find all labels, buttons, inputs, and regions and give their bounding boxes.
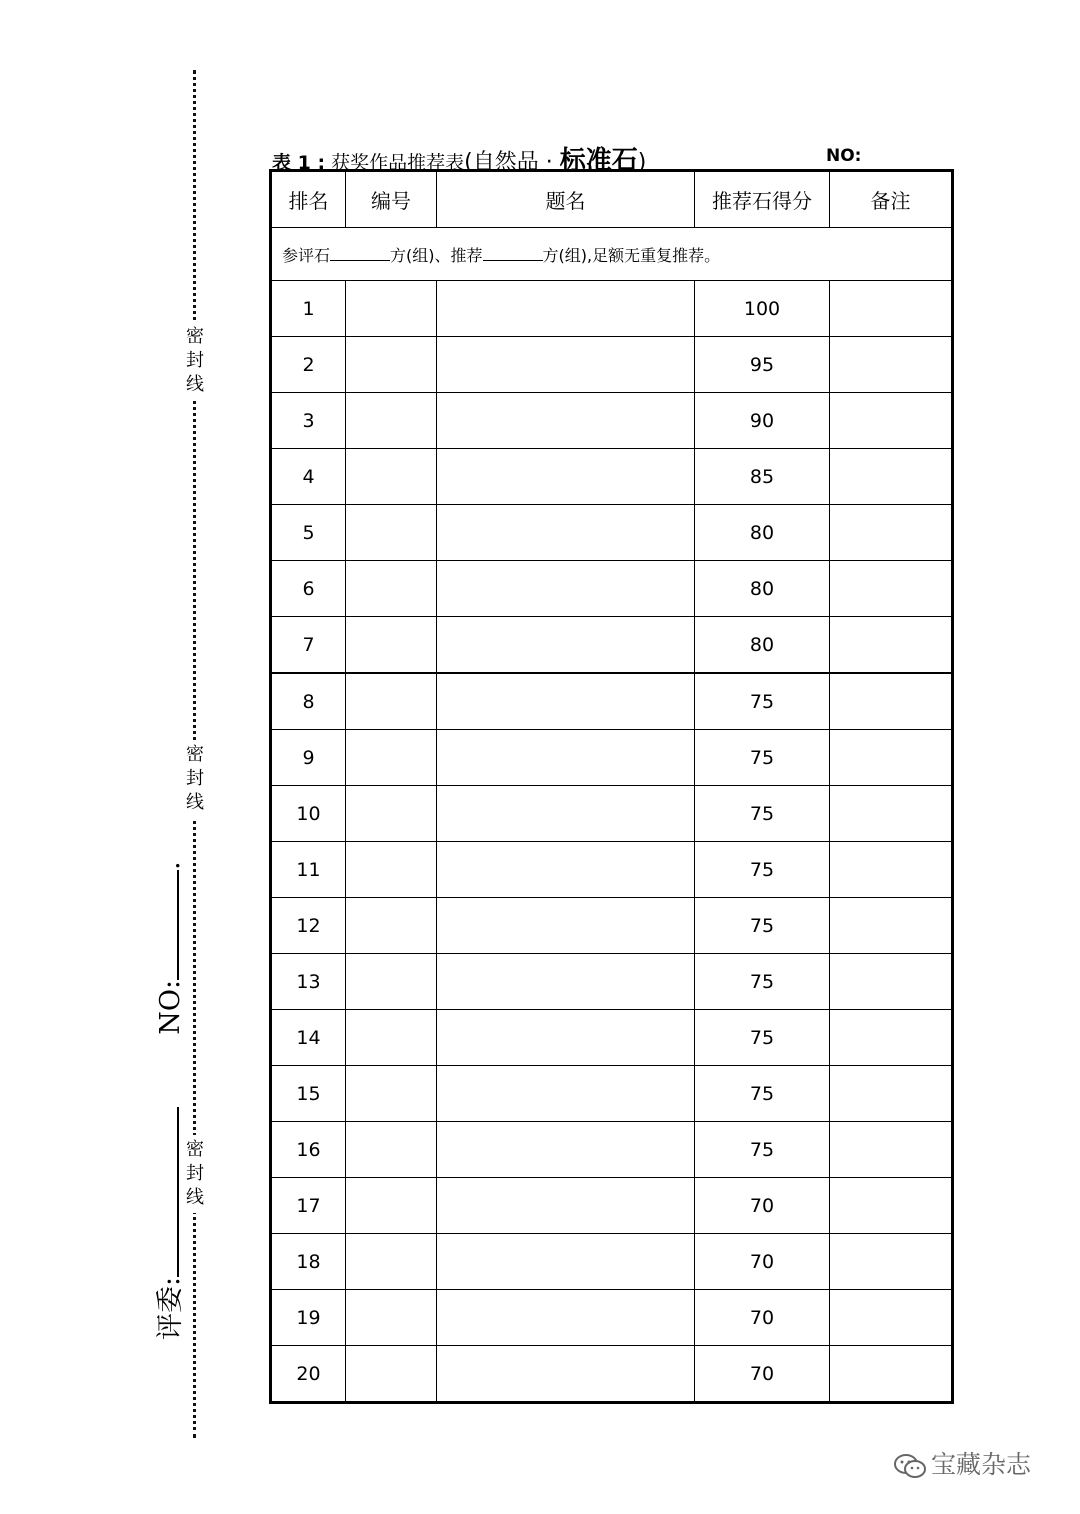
no-blank[interactable]	[155, 870, 179, 980]
title-cell[interactable]	[437, 954, 695, 1010]
number-cell[interactable]	[346, 337, 437, 393]
title-cell[interactable]	[437, 730, 695, 786]
remarks-cell[interactable]	[830, 1234, 953, 1290]
remarks-cell[interactable]	[830, 617, 953, 674]
remarks-cell[interactable]	[830, 561, 953, 617]
header-number: 编号	[346, 171, 437, 228]
table-row	[271, 561, 953, 617]
rank-cell: 12	[271, 898, 346, 954]
header-score: 推荐石得分	[695, 171, 830, 228]
title-cell[interactable]	[437, 1010, 695, 1066]
title-cell[interactable]	[437, 842, 695, 898]
remarks-cell[interactable]	[830, 1178, 953, 1234]
number-cell[interactable]	[346, 617, 437, 674]
table-row	[271, 1234, 953, 1290]
score-cell: 80	[695, 505, 830, 561]
watermark	[893, 1445, 1031, 1481]
score-cell: 70	[695, 1346, 830, 1403]
note-cell	[271, 228, 953, 281]
wechat-icon	[893, 1453, 927, 1479]
title-cell[interactable]	[437, 786, 695, 842]
remarks-cell[interactable]	[830, 842, 953, 898]
score-cell: 75	[695, 842, 830, 898]
number-cell[interactable]	[346, 1122, 437, 1178]
score-cell: 70	[695, 1234, 830, 1290]
rank-cell: 13	[271, 954, 346, 1010]
number-cell[interactable]	[346, 1290, 437, 1346]
title-cell[interactable]	[437, 1346, 695, 1403]
note-blank[interactable]	[330, 246, 390, 261]
note-row	[271, 228, 953, 281]
table-row	[271, 393, 953, 449]
table-row	[271, 617, 953, 674]
table-row	[271, 730, 953, 786]
score-cell: 75	[695, 673, 830, 730]
number-cell[interactable]	[346, 1066, 437, 1122]
rank-cell: 16	[271, 1122, 346, 1178]
table-row	[271, 1122, 953, 1178]
table-row	[271, 1010, 953, 1066]
title-no: NO:	[826, 146, 862, 166]
rank-cell: 7	[271, 617, 346, 674]
remarks-cell[interactable]	[830, 393, 953, 449]
remarks-cell[interactable]	[830, 1010, 953, 1066]
table-row	[271, 1290, 953, 1346]
title-cell[interactable]	[437, 449, 695, 505]
seal-label: 密 封 线	[183, 740, 207, 818]
title-cell[interactable]	[437, 281, 695, 337]
header-rank: 排名	[271, 171, 346, 228]
table-row	[271, 281, 953, 337]
score-cell: 75	[695, 1122, 830, 1178]
remarks-cell[interactable]	[830, 1346, 953, 1403]
score-cell: 90	[695, 393, 830, 449]
remarks-cell[interactable]	[830, 786, 953, 842]
title-cell[interactable]	[437, 898, 695, 954]
title-cell[interactable]	[437, 1066, 695, 1122]
title-cell[interactable]	[437, 1178, 695, 1234]
remarks-cell[interactable]	[830, 337, 953, 393]
number-cell[interactable]	[346, 281, 437, 337]
score-cell: 70	[695, 1178, 830, 1234]
rank-cell: 3	[271, 393, 346, 449]
table-row	[271, 954, 953, 1010]
rank-cell: 15	[271, 1066, 346, 1122]
number-cell[interactable]	[346, 449, 437, 505]
seal-label: 密 封 线	[183, 322, 207, 400]
table-row	[271, 898, 953, 954]
watermark-text: 宝藏杂志	[931, 1450, 1032, 1479]
rank-cell: 6	[271, 561, 346, 617]
rank-cell: 18	[271, 1234, 346, 1290]
number-cell[interactable]	[346, 730, 437, 786]
table-row	[271, 1346, 953, 1403]
table-row	[271, 1178, 953, 1234]
table-row	[271, 673, 953, 730]
title-cell[interactable]	[437, 1122, 695, 1178]
no-label: NO:	[155, 979, 186, 1035]
number-cell[interactable]	[346, 1010, 437, 1066]
remarks-cell[interactable]	[830, 449, 953, 505]
title-cell[interactable]	[437, 505, 695, 561]
number-cell[interactable]	[346, 954, 437, 1010]
title-cell[interactable]	[437, 1290, 695, 1346]
remarks-cell[interactable]	[830, 1066, 953, 1122]
title-cell[interactable]	[437, 337, 695, 393]
rank-cell: 9	[271, 730, 346, 786]
number-cell[interactable]	[346, 786, 437, 842]
rank-cell: 11	[271, 842, 346, 898]
note-text: 方(组)、推荐	[390, 245, 483, 265]
rank-cell: 2	[271, 337, 346, 393]
score-cell: 85	[695, 449, 830, 505]
title-open: (自然品 ·	[464, 150, 560, 175]
remarks-cell[interactable]	[830, 673, 953, 730]
score-cell: 75	[695, 730, 830, 786]
title-cell[interactable]	[437, 393, 695, 449]
remarks-cell[interactable]	[830, 1290, 953, 1346]
title-cell[interactable]	[437, 1234, 695, 1290]
score-cell: 75	[695, 1010, 830, 1066]
score-cell: 95	[695, 337, 830, 393]
note-text: 方(组),足额无重复推荐。	[542, 245, 721, 265]
rank-cell: 19	[271, 1290, 346, 1346]
note-text: 参评石	[282, 245, 331, 265]
score-cell: 75	[695, 1066, 830, 1122]
note-blank[interactable]	[483, 246, 543, 261]
remarks-cell[interactable]	[830, 954, 953, 1010]
title-cell[interactable]	[437, 617, 695, 674]
recommendation-table	[269, 169, 954, 1404]
number-cell[interactable]	[346, 505, 437, 561]
table-row	[271, 505, 953, 561]
title-cell[interactable]	[437, 673, 695, 730]
header-row	[271, 171, 953, 228]
title-label: 表 1 :	[272, 152, 326, 174]
number-cell[interactable]	[346, 842, 437, 898]
table-row	[271, 337, 953, 393]
rank-cell: 4	[271, 449, 346, 505]
table-row	[271, 786, 953, 842]
title-cell[interactable]	[437, 561, 695, 617]
score-cell: 75	[695, 786, 830, 842]
rank-cell: 14	[271, 1010, 346, 1066]
remarks-cell[interactable]	[830, 730, 953, 786]
number-cell[interactable]	[346, 1234, 437, 1290]
remarks-cell[interactable]	[830, 1122, 953, 1178]
title-big: 标准石	[559, 146, 638, 176]
score-cell: 70	[695, 1290, 830, 1346]
number-cell[interactable]	[346, 393, 437, 449]
number-cell[interactable]	[346, 1346, 437, 1403]
remarks-cell[interactable]	[830, 281, 953, 337]
rank-cell: 1	[271, 281, 346, 337]
score-cell: 80	[695, 561, 830, 617]
score-cell: 80	[695, 617, 830, 674]
rank-cell: 8	[271, 673, 346, 730]
number-cell[interactable]	[346, 561, 437, 617]
rank-cell: 10	[271, 786, 346, 842]
score-cell: 75	[695, 954, 830, 1010]
number-cell[interactable]	[346, 1178, 437, 1234]
header-title: 题名	[437, 171, 695, 228]
title-main: 获奖作品推荐表	[331, 152, 465, 174]
seal-label: 密 封 线	[183, 1135, 207, 1213]
table-row	[271, 449, 953, 505]
remarks-cell[interactable]	[830, 898, 953, 954]
title-close: )	[637, 150, 647, 175]
table-row	[271, 842, 953, 898]
remarks-cell[interactable]	[830, 505, 953, 561]
score-cell: 100	[695, 281, 830, 337]
header-remarks: 备注	[830, 171, 953, 228]
judge-label: 评委:	[155, 1276, 186, 1340]
score-cell: 75	[695, 898, 830, 954]
number-cell[interactable]	[346, 898, 437, 954]
number-cell[interactable]	[346, 673, 437, 730]
rank-cell: 20	[271, 1346, 346, 1403]
rank-cell: 17	[271, 1178, 346, 1234]
table-body	[271, 281, 953, 1403]
judge-blank[interactable]	[155, 1107, 179, 1277]
rank-cell: 5	[271, 505, 346, 561]
table-row	[271, 1066, 953, 1122]
